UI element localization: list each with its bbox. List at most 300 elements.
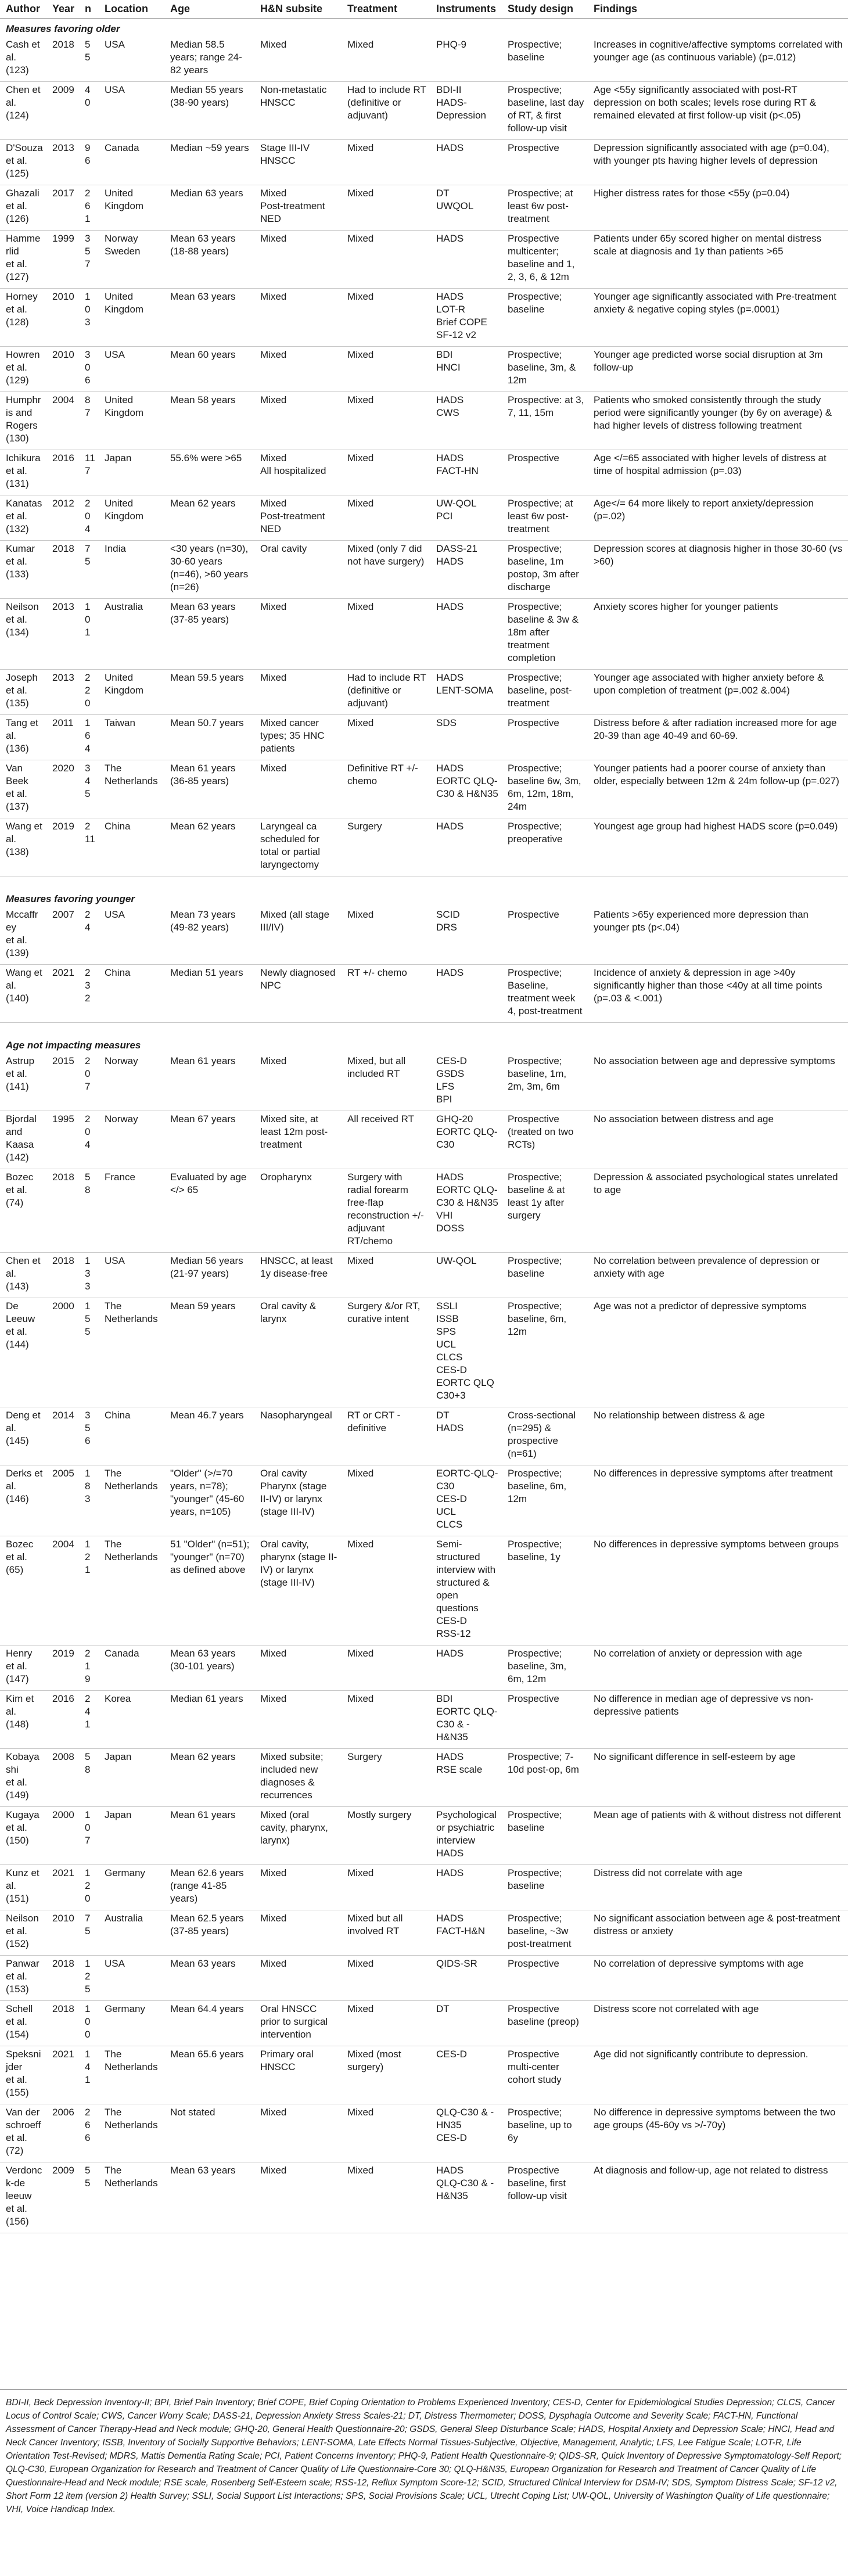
cell-treatment: Mixed (most surgery) [342,2046,430,2104]
cell-treatment: Mixed, but all included RT [342,1053,430,1111]
cell-location: United Kingdom [99,495,164,541]
table-row [0,347,848,392]
cell-n: 103 [79,289,99,347]
cell-age: Median 51 years [164,965,254,1023]
cell-study-design: Prospective [502,450,588,495]
cell-treatment: Mixed [342,185,430,231]
cell-hn-subsite: Mixed (all stage III/IV) [254,907,342,965]
cell-age: Mean 61 years [164,1053,254,1111]
cell-n: 266 [79,2104,99,2162]
cell-year: 2016 [46,450,79,495]
cell-hn-subsite: Non-metastatic HNSCC [254,82,342,140]
cell-hn-subsite: Mixed [254,289,342,347]
cell-instruments: Psychological or psychiatric interview HADS [430,1807,502,1865]
cell-year: 2019 [46,1646,79,1691]
cell-hn-subsite: Mixed subsite; included new diagnoses & recurrences [254,1749,342,1807]
cell-study-design: Prospective; baseline, 1y [502,1536,588,1646]
cell-age: 51 "Older" (n=51); "younger" (n=70) as defined above [164,1536,254,1646]
cell-treatment: Mixed [342,907,430,965]
cell-author: Mccaffrey et al. (139) [0,907,46,965]
cell-hn-subsite: Mixed [254,392,342,450]
cell-year: 2017 [46,185,79,231]
table-row [0,2001,848,2046]
header-treatment: Treatment [342,0,430,19]
cell-author: Chen et al. (143) [0,1253,46,1298]
cell-study-design: Prospective; baseline [502,1865,588,1910]
cell-instruments: HADS CWS [430,392,502,450]
cell-study-design: Prospective; baseline [502,289,588,347]
cell-instruments: QIDS-SR [430,1956,502,2001]
cell-treatment: Definitive RT +/- chemo [342,760,430,818]
cell-author: Deng et al. (145) [0,1407,46,1465]
cell-treatment: All received RT [342,1111,430,1169]
cell-year: 2011 [46,715,79,760]
group-spacer [0,1023,848,1036]
cell-findings: Incidence of anxiety & depression in age >40y significantly higher than those <40y at all time points (p=.03 & <.001) [588,965,848,1023]
cell-year: 2000 [46,1807,79,1865]
cell-location: Korea [99,1691,164,1749]
table-row [0,1956,848,2001]
cell-year: 2010 [46,289,79,347]
cell-location: United Kingdom [99,670,164,715]
section-heading: Age not impacting measures [6,1040,141,1051]
cell-treatment: Mixed [342,2162,430,2233]
cell-n: 120 [79,1865,99,1910]
table-row [0,541,848,599]
cell-treatment: Mixed [342,599,430,670]
cell-n: 75 [79,541,99,599]
cell-findings: Depression significantly associated with age (p=0.04), with younger pts having higher levels of depression [588,140,848,185]
cell-findings: Age did not significantly contribute to depression. [588,2046,848,2104]
cell-location: The Netherlands [99,1536,164,1646]
cell-n: 356 [79,1407,99,1465]
cell-instruments: SDS [430,715,502,760]
table-row [0,1646,848,1691]
cell-hn-subsite: Oral HNSCC prior to surgical intervention [254,2001,342,2046]
cell-study-design: Prospective multi-center cohort study [502,2046,588,2104]
cell-n: 58 [79,1749,99,1807]
cell-hn-subsite: Mixed [254,231,342,289]
table-row [0,907,848,965]
cell-hn-subsite: Primary oral HNSCC [254,2046,342,2104]
cell-treatment: Mixed [342,347,430,392]
cell-author: Neilson et al. (134) [0,599,46,670]
cell-location: USA [99,347,164,392]
cell-instruments: HADS FACT-HN [430,450,502,495]
table-row [0,82,848,140]
cell-treatment: Mixed [342,37,430,82]
cell-instruments: HADS [430,231,502,289]
cell-instruments: DT UWQOL [430,185,502,231]
cell-findings: Mean age of patients with & without distress not different [588,1807,848,1865]
cell-author: Wang et al. (140) [0,965,46,1023]
table-row [0,289,848,347]
cell-treatment: Mixed [342,1691,430,1749]
cell-location: China [99,818,164,876]
cell-n: 107 [79,1807,99,1865]
cell-location: United Kingdom [99,185,164,231]
cell-age: Median ~59 years [164,140,254,185]
table-row [0,1465,848,1536]
cell-study-design: Prospective [502,715,588,760]
cell-age: Mean 60 years [164,347,254,392]
cell-study-design: Prospective (treated on two RCTs) [502,1111,588,1169]
cell-treatment: Mostly surgery [342,1807,430,1865]
cell-location: United Kingdom [99,392,164,450]
cell-instruments: EORTC-QLQ-C30 CES-D UCL CLCS [430,1465,502,1536]
cell-treatment: Mixed [342,1956,430,2001]
cell-instruments: HADS RSE scale [430,1749,502,1807]
cell-treatment: Mixed [342,392,430,450]
cell-author: Cash et al. (123) [0,37,46,82]
cell-hn-subsite: Mixed site, at least 12m post-treatment [254,1111,342,1169]
cell-n: 204 [79,495,99,541]
cell-author: Bozec et al. (65) [0,1536,46,1646]
cell-year: 2018 [46,37,79,82]
cell-age: Mean 58 years [164,392,254,450]
header-author: Author [0,0,46,19]
cell-year: 1999 [46,231,79,289]
cell-year: 2016 [46,1691,79,1749]
cell-study-design: Cross-sectional (n=295) & prospective (n=61) [502,1407,588,1465]
cell-year: 2018 [46,1169,79,1253]
cell-location: Norway [99,1111,164,1169]
cell-instruments: DT HADS [430,1407,502,1465]
table-row [0,1865,848,1910]
table-row [0,1407,848,1465]
cell-treatment: Mixed [342,289,430,347]
table-row [0,450,848,495]
cell-treatment: Mixed [342,450,430,495]
cell-n: 125 [79,1956,99,2001]
cell-n: 101 [79,599,99,670]
cell-author: Kunz et al. (151) [0,1865,46,1910]
cell-n: 261 [79,185,99,231]
cell-location: Norway Sweden [99,231,164,289]
cell-age: Mean 63 years (30-101 years) [164,1646,254,1691]
cell-location: USA [99,907,164,965]
cell-findings: Distress before & after radiation increased more for age 20-39 than age 40-49 and 60-69. [588,715,848,760]
cell-hn-subsite: Mixed (oral cavity, pharynx, larynx) [254,1807,342,1865]
cell-location: The Netherlands [99,1298,164,1407]
cell-study-design: Prospective; at least 6w post-treatment [502,495,588,541]
cell-age: Mean 63 years (37-85 years) [164,599,254,670]
cell-location: India [99,541,164,599]
cell-location: Norway [99,1053,164,1111]
cell-age: Median 61 years [164,1691,254,1749]
cell-hn-subsite: HNSCC, at least 1y disease-free [254,1253,342,1298]
cell-location: The Netherlands [99,2104,164,2162]
cell-study-design: Prospective; baseline, 6m, 12m [502,1298,588,1407]
cell-instruments: HADS [430,818,502,876]
cell-findings: Age was not a predictor of depressive symptoms [588,1298,848,1407]
cell-location: Canada [99,140,164,185]
cell-findings: No difference in depressive symptoms between the two age groups (45-60y vs >/-70y) [588,2104,848,2162]
cell-hn-subsite: Mixed [254,1865,342,1910]
cell-instruments: DT [430,2001,502,2046]
cell-instruments: QLQ-C30 & -HN35 CES-D [430,2104,502,2162]
cell-author: Joseph et al. (135) [0,670,46,715]
table-row [0,2046,848,2104]
cell-findings: Anxiety scores higher for younger patients [588,599,848,670]
header-instruments: Instruments [430,0,502,19]
table-row [0,392,848,450]
spacer-cell [0,1023,848,1036]
table-row [0,1691,848,1749]
cell-age: Mean 63 years [164,1956,254,2001]
cell-instruments: HADS EORTC QLQ-C30 & H&N35 [430,760,502,818]
cell-author: Derks et al. (146) [0,1465,46,1536]
cell-location: The Netherlands [99,760,164,818]
cell-study-design: Prospective; baseline, 6m, 12m [502,1465,588,1536]
cell-age: Median 55 years (38-90 years) [164,82,254,140]
cell-location: United Kingdom [99,289,164,347]
cell-n: 357 [79,231,99,289]
cell-study-design: Prospective; baseline, 3m, & 12m [502,347,588,392]
cell-location: Taiwan [99,715,164,760]
cell-n: 75 [79,1910,99,1956]
table-row [0,670,848,715]
group-spacer [0,876,848,890]
cell-age: Mean 62 years [164,818,254,876]
table-row [0,1111,848,1169]
cell-study-design: Prospective; baseline, 1m, 2m, 3m, 6m [502,1053,588,1111]
cell-instruments: HADS [430,1865,502,1910]
table-body [0,19,848,2233]
cell-author: Bozec et al. (74) [0,1169,46,1253]
table-row [0,1053,848,1111]
cell-hn-subsite: Mixed cancer types; 35 HNC patients [254,715,342,760]
cell-study-design: Prospective [502,1691,588,1749]
cell-age: Mean 62 years [164,1749,254,1807]
cell-age: Mean 62 years [164,495,254,541]
cell-age: Median 56 years (21-97 years) [164,1253,254,1298]
cell-treatment: Surgery [342,1749,430,1807]
cell-age: Median 63 years [164,185,254,231]
cell-hn-subsite: Stage III-IV HNSCC [254,140,342,185]
cell-findings: Patients >65y experienced more depression than younger pts (p<.04) [588,907,848,965]
cell-year: 2013 [46,599,79,670]
cell-year: 2013 [46,670,79,715]
cell-instruments: HADS [430,140,502,185]
cell-instruments: BDI EORTC QLQ-C30 & -H&N35 [430,1691,502,1749]
cell-year: 2018 [46,2001,79,2046]
cell-findings: No differences in depressive symptoms after treatment [588,1465,848,1536]
cell-author: Tang et al. (136) [0,715,46,760]
cell-location: Australia [99,1910,164,1956]
cell-study-design: Prospective; baseline [502,37,588,82]
cell-author: Ghazali et al. (126) [0,185,46,231]
cell-findings: Age</= 64 more likely to report anxiety/depression (p=.02) [588,495,848,541]
cell-study-design: Prospective; baseline, last day of RT, & first follow-up visit [502,82,588,140]
cell-n: 164 [79,715,99,760]
cell-instruments: HADS LENT-SOMA [430,670,502,715]
table-row [0,185,848,231]
cell-year: 2012 [46,495,79,541]
cell-treatment: Mixed [342,1253,430,1298]
table-row [0,1253,848,1298]
cell-hn-subsite: Mixed [254,760,342,818]
cell-findings: Patients who smoked consistently through the study period were significantly younger (by 6y on average) & had higher levels of distress following treatment [588,392,848,450]
cell-author: Panwar et al. (153) [0,1956,46,2001]
cell-age: "Older" (>/=70 years, n=78); "younger" (45-60 years, n=105) [164,1465,254,1536]
table-row [0,231,848,289]
cell-hn-subsite: Oropharynx [254,1169,342,1253]
cell-hn-subsite: Mixed [254,2104,342,2162]
table-row [0,495,848,541]
cell-instruments: UW-QOL PCI [430,495,502,541]
table-row [0,715,848,760]
cell-treatment: Had to include RT (definitive or adjuvant) [342,670,430,715]
cell-author: Howren et al. (129) [0,347,46,392]
cell-year: 2018 [46,1956,79,2001]
cell-location: The Netherlands [99,1465,164,1536]
cell-findings: No association between distress and age [588,1111,848,1169]
cell-n: 87 [79,392,99,450]
cell-instruments: HADS [430,965,502,1023]
cell-hn-subsite: Newly diagnosed NPC [254,965,342,1023]
table-row [0,1536,848,1646]
cell-study-design: Prospective; 7-10d post-op, 6m [502,1749,588,1807]
cell-author: Astrup et al. (141) [0,1053,46,1111]
cell-author: Kumar et al. (133) [0,541,46,599]
section-heading-row [0,889,848,907]
cell-instruments: BDI-II HADS-Depression [430,82,502,140]
table-row [0,760,848,818]
cell-n: 220 [79,670,99,715]
cell-year: 2009 [46,82,79,140]
cell-findings: Depression & associated psychological states unrelated to age [588,1169,848,1253]
cell-n: 207 [79,1053,99,1111]
table-row [0,1169,848,1253]
cell-author: Bjordal and Kaasa (142) [0,1111,46,1169]
cell-location: Japan [99,1749,164,1807]
header-location: Location [99,0,164,19]
cell-findings: Younger age predicted worse social disruption at 3m follow-up [588,347,848,392]
cell-instruments: Semi-structured interview with structured & open questions CES-D RSS-12 [430,1536,502,1646]
cell-hn-subsite: Mixed [254,670,342,715]
cell-findings: No significant association between age & post-treatment distress or anxiety [588,1910,848,1956]
cell-hn-subsite: Mixed [254,1691,342,1749]
cell-treatment: Mixed [342,2104,430,2162]
cell-instruments: HADS [430,1646,502,1691]
cell-age: Mean 67 years [164,1111,254,1169]
cell-n: 155 [79,1298,99,1407]
cell-location: Germany [99,2001,164,2046]
cell-findings: No association between age and depressive symptoms [588,1053,848,1111]
cell-age: Median 58.5 years; range 24-82 years [164,37,254,82]
cell-n: 133 [79,1253,99,1298]
cell-age: Evaluated by age </> 65 [164,1169,254,1253]
cell-treatment: Had to include RT (definitive or adjuvant) [342,82,430,140]
cell-study-design: Prospective baseline (preop) [502,2001,588,2046]
table-row [0,1910,848,1956]
cell-n: 96 [79,140,99,185]
cell-treatment: Mixed [342,715,430,760]
cell-instruments: GHQ-20 EORTC QLQ-C30 [430,1111,502,1169]
cell-hn-subsite: Mixed Post-treatment NED [254,185,342,231]
cell-instruments: HADS [430,599,502,670]
cell-hn-subsite: Mixed [254,37,342,82]
cell-treatment: Surgery with radial forearm free-flap reconstruction +/- adjuvant RT/chemo [342,1169,430,1253]
cell-n: 141 [79,2046,99,2104]
cell-treatment: Mixed [342,231,430,289]
cell-year: 2000 [46,1298,79,1407]
cell-author: Speksnijder et al. (155) [0,2046,46,2104]
cell-treatment: Mixed [342,1536,430,1646]
cell-study-design: Prospective: at 3, 7, 11, 15m [502,392,588,450]
cell-age: Mean 59 years [164,1298,254,1407]
cell-age: 55.6% were >65 [164,450,254,495]
cell-hn-subsite: Mixed [254,2162,342,2233]
cell-hn-subsite: Mixed [254,1910,342,1956]
cell-study-design: Prospective; baseline, post-treatment [502,670,588,715]
cell-hn-subsite: Oral cavity, pharynx (stage II-IV) or larynx (stage III-IV) [254,1536,342,1646]
cell-author: Henry et al. (147) [0,1646,46,1691]
cell-year: 2008 [46,1749,79,1807]
cell-findings: No significant difference in self-esteem by age [588,1749,848,1807]
cell-location: USA [99,1253,164,1298]
table-row [0,37,848,82]
cell-location: USA [99,82,164,140]
cell-location: The Netherlands [99,2046,164,2104]
cell-year: 2005 [46,1465,79,1536]
cell-hn-subsite: Mixed All hospitalized [254,450,342,495]
cell-year: 2010 [46,347,79,392]
table-row [0,599,848,670]
cell-age: Mean 59.5 years [164,670,254,715]
table-header-row [0,0,848,19]
header-year: Year [46,0,79,19]
cell-study-design: Prospective; Baseline, treatment week 4, post-treatment [502,965,588,1023]
cell-author: Kugaya et al. (150) [0,1807,46,1865]
cell-study-design: Prospective; at least 6w post-treatment [502,185,588,231]
cell-findings: Higher distress rates for those <55y (p=0.04) [588,185,848,231]
cell-location: USA [99,1956,164,2001]
cell-year: 2013 [46,140,79,185]
cell-findings: Age <55y significantly associated with post-RT depression on both scales; levels rose during RT & remained elevated at first follow-up visit (p<.05) [588,82,848,140]
cell-treatment: Mixed [342,1465,430,1536]
cell-instruments: CES-D GSDS LFS BPI [430,1053,502,1111]
cell-age: Mean 62.6 years (range 41-85 years) [164,1865,254,1910]
cell-treatment: Mixed [342,1865,430,1910]
table-row [0,818,848,876]
cell-hn-subsite: Nasopharyngeal [254,1407,342,1465]
cell-location: Japan [99,450,164,495]
cell-author: Horney et al. (128) [0,289,46,347]
cell-hn-subsite: Oral cavity & larynx [254,1298,342,1407]
cell-age: Mean 50.7 years [164,715,254,760]
cell-findings: Younger age significantly associated with Pre-treatment anxiety & negative coping styles (p=.0001) [588,289,848,347]
cell-age: <30 years (n=30), 30-60 years (n=46), >60 years (n=26) [164,541,254,599]
table-row [0,140,848,185]
cell-hn-subsite: Laryngeal ca scheduled for total or partial laryngectomy [254,818,342,876]
cell-age: Mean 63 years [164,2162,254,2233]
spacer-cell [0,876,848,890]
cell-instruments: HADS FACT-H&N [430,1910,502,1956]
cell-findings: No differences in depressive symptoms between groups [588,1536,848,1646]
cell-location: France [99,1169,164,1253]
cell-treatment: Mixed [342,495,430,541]
cell-location: USA [99,37,164,82]
cell-study-design: Prospective [502,907,588,965]
cell-author: Hammerlid et al. (127) [0,231,46,289]
header-findings: Findings [588,0,848,19]
cell-n: 183 [79,1465,99,1536]
cell-study-design: Prospective; baseline, up to 6y [502,2104,588,2162]
cell-location: Australia [99,599,164,670]
table-row [0,2104,848,2162]
